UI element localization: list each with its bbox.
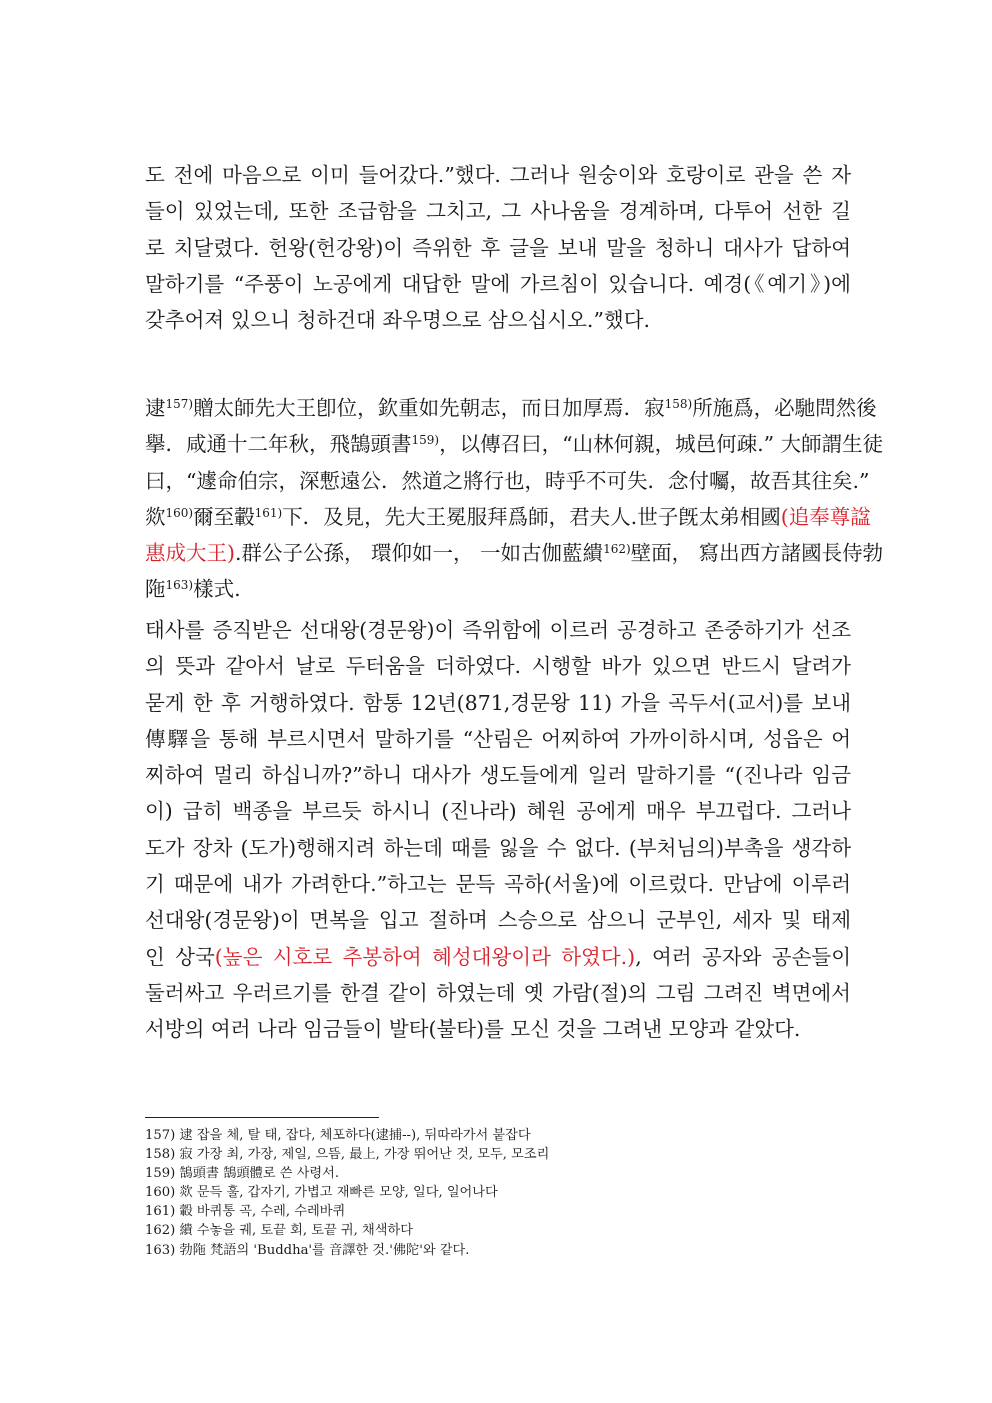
text-line: 묻게 한 후 거행하였다. 함통 12년(871,경문왕 11) 가을 곡두서(교서)를 보내 (145, 690, 851, 715)
footnotes (145, 1126, 851, 1260)
text-line: 로 치달렸다. 헌왕(헌강왕)이 즉위한 후 글을 보내 말을 청하니 대사가 답하여 (145, 235, 851, 260)
footnote-161: 161) 轂 바퀴통 곡, 수레, 수레바퀴 (145, 1204, 346, 1220)
text-line: 도가 장차 (도가)행해지려 하는데 때를 잃을 수 없다. (부처님의)부촉을 생각하 (145, 835, 851, 860)
footnote-divider (145, 1117, 379, 1118)
text-run: 陁 (145, 577, 166, 602)
text-line: 기 때문에 내가 가려한다.”하고는 문득 곡하(서울)에 이르렀다. 만남에 이루러 (145, 872, 851, 897)
footnote-163: 163) 勃陁 梵語의 'Buddha'를 音譯한 것.'佛陀'와 같다. (145, 1242, 470, 1258)
text-line: 傳驛을 통해 부르시면서 말하기를 “산림은 어찌하여 가까이하시며, 성읍은 어 (145, 726, 851, 751)
text-line (145, 390, 877, 426)
text-run: 下．及見，先大王冕服拜爲師，君夫人.世子旣太弟相國 (282, 504, 781, 529)
text-line (145, 463, 870, 499)
text-line: 이) 급히 백종을 부르듯 하시니 (진나라) 혜원 공에게 매우 부끄럽다. 그러나 (145, 799, 851, 824)
text-line (145, 426, 884, 462)
text-line: 찌하여 멀리 하십니까?”하니 대사가 생도들에게 일러 말하기를 “(진나라 임금 (145, 763, 851, 788)
text-line (145, 535, 884, 571)
text-line: 갖추어져 있으니 청하건대 좌우명으로 삼으십시오.”했다. (145, 308, 651, 333)
footnote-ref-160[interactable]: 160) (165, 505, 194, 520)
footnote-159: 159) 鵠頭書 鵠頭體로 쓴 사령서. (145, 1166, 340, 1182)
red-annotation: 惠成大王) (145, 541, 235, 566)
text-run: 逮 (145, 396, 166, 420)
text-run: , 여러 공자와 공손들이 (635, 944, 852, 969)
text-run: ，以傳召曰，“山林何親，城邑何疎.” 大師謂生徒 (439, 432, 884, 457)
text-line: 의 뜻과 같아서 날로 두터움을 더하였다. 시행할 바가 있으면 반드시 달려가 (145, 654, 851, 679)
text-line (145, 939, 851, 975)
footnote-ref-157[interactable]: 157) (165, 397, 194, 411)
classical-chinese-paragraph (145, 390, 884, 608)
text-run: 曰，“遽命伯宗，深慙遠公．然道之將行也，時乎不可失．念付囑，故吾其往矣.” (145, 468, 870, 493)
text-line: 태사를 증직받은 선대왕(경문왕)이 즉위함에 이르러 공경하고 존중하기가 선조 (145, 618, 851, 642)
text-run: .群公子公孫， 環仰如一， 一如古伽藍繢 (235, 541, 604, 566)
footnote-ref-163[interactable]: 163) (165, 578, 194, 593)
text-line: 서방의 여러 나라 임금들이 발타(불타)를 모신 것을 그려낸 모양과 같았다. (145, 1017, 801, 1042)
footnote-162: 162) 繢 수놓을 궤, 토끝 회, 토끝 귀, 채색하다 (145, 1223, 413, 1239)
red-annotation: (높은 시호로 추봉하여 혜성대왕이라 하였다.) (214, 944, 636, 969)
text-run: 所施爲，必馳問然後 (692, 396, 877, 420)
korean-paragraph-continuation (145, 157, 851, 338)
text-run: 壁面， 寫出西方諸國長侍勃 (630, 541, 884, 566)
text-run: 擧．咸通十二年秋，飛鵠頭書 (145, 432, 412, 457)
text-run: 樣式. (193, 577, 241, 602)
text-run: 爾至轂 (193, 504, 255, 529)
text-line: 선대왕(경문왕)이 면복을 입고 절하며 스승으로 삼으니 군부인, 세자 및 태제 (145, 908, 851, 933)
text-run: 欻 (145, 504, 166, 529)
text-run: 인 상국 (145, 944, 215, 969)
footnote-160: 160) 欻 문득 훌, 갑자기, 가볍고 재빠른 모양, 일다, 일어나다 (145, 1185, 498, 1201)
footnote-ref-159[interactable]: 159) (411, 433, 440, 448)
footnote-ref-161[interactable]: 161) (254, 505, 283, 520)
text-line (145, 571, 851, 607)
text-line: 말하기를 “주풍이 노공에게 대답한 말에 가르침이 있습니다. 예경(《예기》)에 (145, 271, 851, 296)
text-line: 도 전에 마음으로 이미 들어갔다.”했다. 그러나 원숭이와 호랑이로 관을 쓴 자 (145, 163, 851, 187)
footnote-ref-162[interactable]: 162) (603, 542, 631, 557)
red-annotation: (追奉尊諡 (780, 504, 871, 529)
footnote-ref-158[interactable]: 158) (664, 397, 693, 411)
korean-translation-paragraph (145, 612, 851, 1048)
footnote-157: 157) 逮 잡을 체, 탈 태, 잡다, 체포하다(逮捕--), 뒤따라가서 붙잡다 (145, 1128, 531, 1143)
text-line: 들이 있었는데, 또한 조급함을 그치고, 그 사나움을 경계하며, 다투어 선한 길 (145, 199, 851, 224)
text-line (145, 499, 871, 535)
footnote-158: 158) 寂 가장 최, 가장, 제일, 으뜸, 最上, 가장 뛰어난 것, 모두, 모조리 (145, 1147, 550, 1163)
text-run: 贈太師先大王卽位，欽重如先朝志，而日加厚焉．寂 (193, 396, 665, 420)
text-line: 둘러싸고 우러르기를 한결 같이 하였는데 옛 가람(절)의 그림 그려진 벽면에서 (145, 980, 851, 1005)
